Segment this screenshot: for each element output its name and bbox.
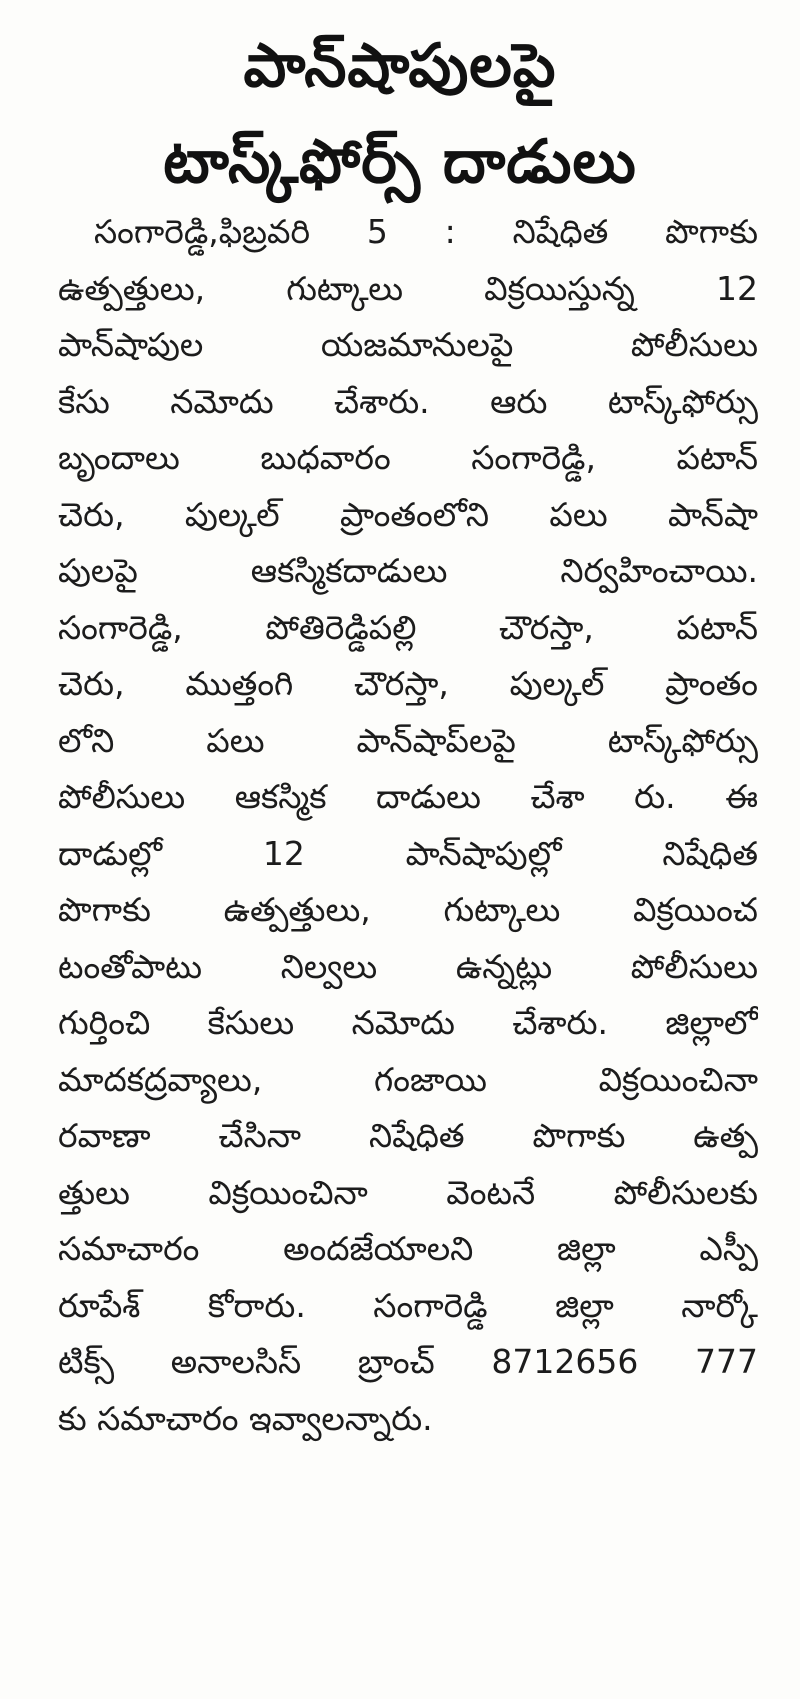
article-line: ఉత్పత్తులు, గుట్కాలు విక్రయిస్తున్న 12 xyxy=(58,268,758,308)
article-line: చెరు, ముత్తంగి చౌరస్తా, పుల్కల్ ప్రాంతం xyxy=(58,664,758,703)
article-line: పాన్‌షాపుల యజమానులపై పోలీసులు xyxy=(58,325,758,364)
article-line: త్తులు విక్రయించినా వెంటనే పోలీసులకు xyxy=(58,1172,758,1212)
article-line: సంగారెడ్డి, పోతిరెడ్డిపల్లి చౌరస్తా, పటాన్ xyxy=(58,607,758,647)
article-line: రూపేశ్ కోరారు. సంగారెడ్డి జిల్లా నార్కో xyxy=(58,1285,758,1325)
article-line: బృందాలు బుధవారం సంగారెడ్డి, పటాన్ xyxy=(58,438,758,477)
article-line: టిక్స్ అనాలసిస్ బ్రాంచ్ 8712656 777 xyxy=(58,1342,758,1381)
headline-line-2: టాస్క్‌ఫోర్స్ దాడులు xyxy=(163,127,637,197)
article-line: పులపై ఆకస్మికదాడులు నిర్వహించాయి. xyxy=(58,551,758,590)
article-line: దాడుల్లో 12 పాన్‌షాపుల్లో నిషేధిత xyxy=(58,833,758,873)
article-body xyxy=(58,204,758,1447)
article-line: మాదకద్రవ్యాలు, గంజాయి విక్రయించినా xyxy=(58,1059,758,1099)
article-line: కు సమాచారం ఇవ్వాలన్నారు. xyxy=(58,1398,433,1438)
article-line: గుర్తించి కేసులు నమోదు చేశారు. జిల్లాలో xyxy=(58,1003,758,1042)
article-line: లోని పలు పాన్‌షాప్‌లపై టాస్క్‌ఫోర్సు xyxy=(58,720,758,760)
article-line: కేసు నమోదు చేశారు. ఆరు టాస్క్‌ఫోర్సు xyxy=(58,381,758,421)
article-line: పోలీసులు ఆకస్మిక దాడులు చేశా రు. ఈ xyxy=(58,777,758,816)
article-line: సమాచారం అందజేయాలని జిల్లా ఎస్పీ xyxy=(58,1229,758,1268)
article-line: రవాణా చేసినా నిషేధిత పొగాకు ఉత్ప xyxy=(58,1116,758,1155)
article-line: సంగారెడ్డి,ఫిబ్రవరి 5 : నిషేధిత పొగాకు xyxy=(94,212,758,251)
headline xyxy=(0,18,800,210)
article-line: టంతోపాటు నిల్వలు ఉన్నట్లు పోలీసులు xyxy=(58,946,758,986)
headline-line-1: పాన్‌షాపులపై xyxy=(243,31,557,101)
article-line: పొగాకు ఉత్పత్తులు, గుట్కాలు విక్రయించ xyxy=(58,890,758,929)
article-line: చెరు, పుల్కల్ ప్రాంతంలోని పలు పాన్‌షా xyxy=(58,494,758,534)
